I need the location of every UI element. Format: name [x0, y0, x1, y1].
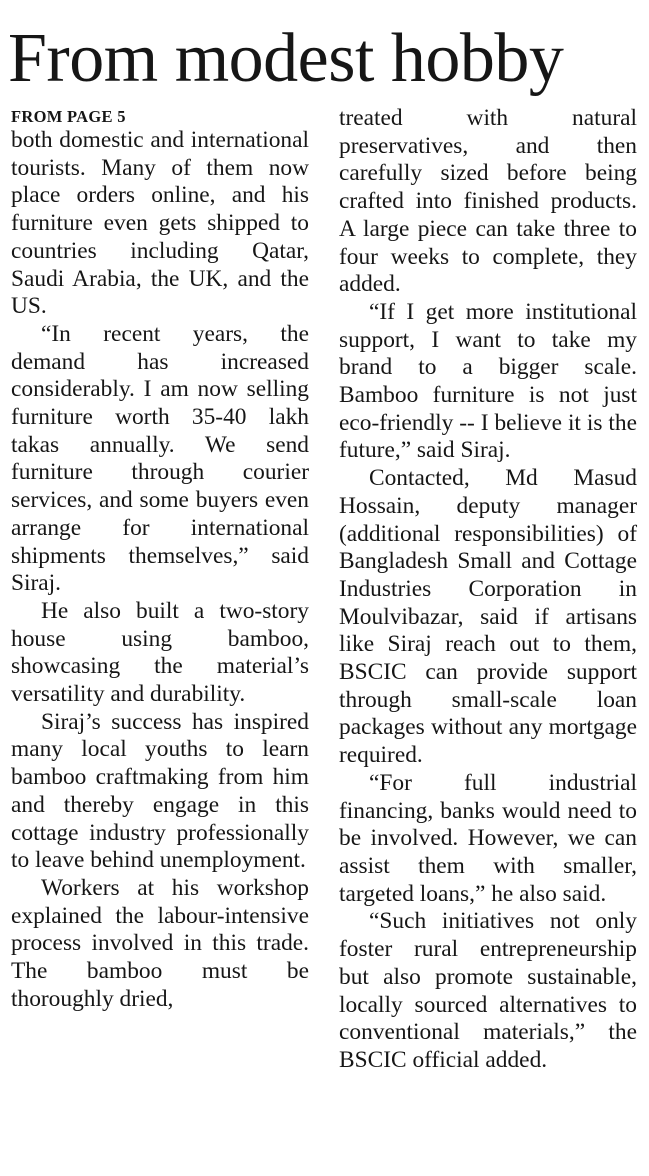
- paragraph: Workers at his workshop explained the labour-intensive process involved in this trade. The bamboo must be thoroughly dried,: [11, 874, 309, 1012]
- paragraph: Contacted, Md Masud Hossain, deputy manager (additional responsibilities) of Bangladesh Small and Cottage Industries Corporation in Moulvibazar, said if artisans like Siraj reach out to them, BSCIC can provide support through small-scale loan packages without any mortgage required.: [339, 465, 637, 769]
- article-column-1: [11, 127, 309, 1014]
- paragraph: “If I get more institutional support, I want to take my brand to a bigger scale. Bamboo furniture is not just eco-friendly -- I believe it is the future,” said Siraj.: [339, 298, 637, 464]
- paragraph: He also built a two-story house using bamboo, showcasing the material’s versatility and durability.: [11, 597, 309, 708]
- paragraph: both domestic and international tourists. Many of them now place orders online, and his furniture even gets shipped to countries including Qatar, Saudi Arabia, the UK, and the US.: [11, 127, 309, 320]
- continuation-kicker: FROM PAGE 5: [11, 107, 126, 126]
- paragraph: “In recent years, the demand has increased considerably. I am now selling furniture worth 35-40 lakh takas annually. We send furniture through courier services, and some buyers even arrange for international shipments themselves,” said Siraj.: [11, 320, 309, 597]
- headline: From modest hobby: [8, 20, 564, 97]
- paragraph: treated with natural preservatives, and then carefully sized before being crafted into finished products. A large piece can take three to four weeks to complete, they added.: [339, 105, 637, 298]
- paragraph: “Such initiatives not only foster rural entrepreneurship but also promote sustainable, locally sourced alternatives to conventional materials,” the BSCIC official added.: [339, 908, 637, 1073]
- paragraph: “For full industrial financing, banks would need to be involved. However, we can assist them with smaller, targeted loans,” he also said.: [339, 769, 637, 907]
- article-column-2: [339, 105, 637, 1075]
- paragraph: Siraj’s success has inspired many local youths to learn bamboo craftmaking from him and thereby engage in this cottage industry professionally to leave behind unemployment.: [11, 708, 309, 874]
